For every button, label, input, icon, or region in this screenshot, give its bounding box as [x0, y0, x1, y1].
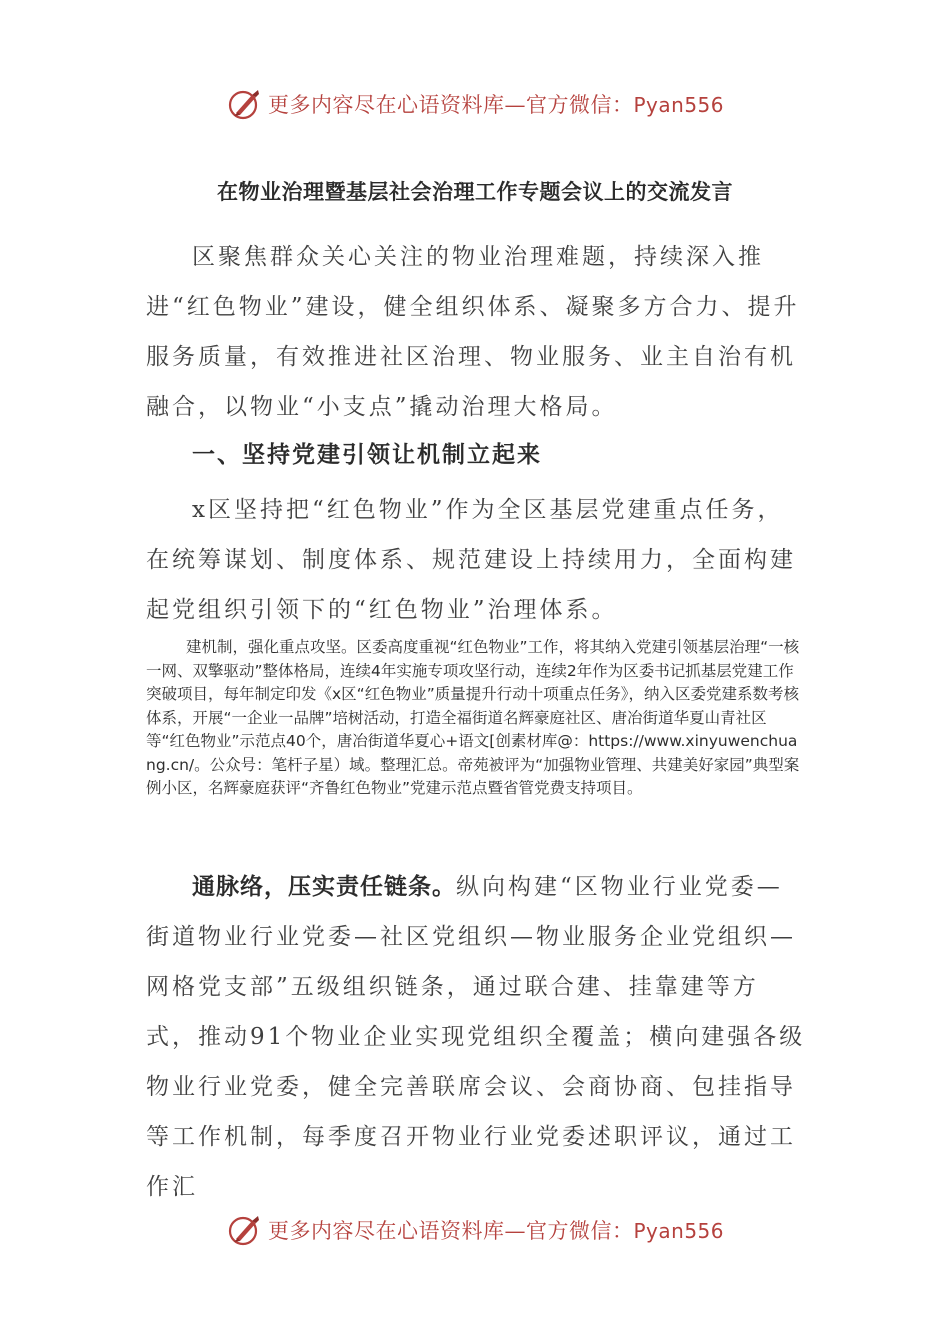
banner-text: 更多内容尽在心语资料库—官方微信：Pyan556	[268, 93, 725, 117]
header-banner	[228, 82, 724, 126]
chain-paragraph	[146, 862, 806, 1212]
pen-logo-icon	[228, 1213, 262, 1247]
section-heading: 一、坚持党建引领让机制立起来	[192, 442, 542, 468]
paragraph-body: 纵向构建“区物业行业党委—街道物业行业党委—社区党组织—物业服务企业党组织—网格党支部”五级组织链条，通过联合建、挂靠建等方式，推动91个物业企业实现党组织全覆盖；横向建强各级物业行业党委，健全完善联席会议、会商协商、包挂指导等工作机制，每季度召开物业行业党委述职评议，通过工作汇	[146, 874, 806, 1200]
small-print-paragraph: 建机制，强化重点攻坚。区委高度重视“红色物业”工作，将其纳入党建引领基层治理“一核一网、双擎驱动”整体格局，连续4年实施专项攻坚行动，连续2年作为区委书记抓基层党建工作突破项目，每年制定印发《x区“红色物业”质量提升行动十项重点任务》，纳入区委党建系数考核体系，开展“一企业一品牌”培树活动，打造全福街道名辉豪庭社区、唐冶街道华夏山青社区等“红色物业”示范点40个，唐冶街道华夏心+语文[创素材库@：https://www.xinyuwenchuang.cn/。公众号：笔杆子星）域。整理汇总。帝苑被评为“加强物业管理、共建美好家园”典型案例小区，名辉豪庭获评“齐鲁红色物业”党建示范点暨省管党费支持项目。	[146, 638, 800, 797]
document-title: 在物业治理暨基层社会治理工作专题会议上的交流发言	[217, 180, 733, 204]
paragraph-lead: 通脉络，压实责任链条。	[192, 874, 456, 900]
footer-banner	[228, 1208, 724, 1252]
wechat-id: Pyan556	[633, 93, 725, 117]
banner-text: 更多内容尽在心语资料库—官方微信：Pyan556	[268, 1219, 725, 1243]
section-paragraph: x区坚持把“红色物业”作为全区基层党建重点任务，在统筹谋划、制度体系、规范建设上持续用力，全面构建起党组织引领下的“红色物业”治理体系。	[146, 497, 796, 623]
intro-paragraph: 区聚焦群众关心关注的物业治理难题，持续深入推进“红色物业”建设，健全组织体系、凝聚多方合力、提升服务质量，有效推进社区治理、物业服务、业主自治有机融合，以物业“小支点”撬动治理大格局。	[146, 244, 800, 420]
wechat-id: Pyan556	[633, 1219, 725, 1243]
pen-logo-icon	[228, 87, 262, 121]
